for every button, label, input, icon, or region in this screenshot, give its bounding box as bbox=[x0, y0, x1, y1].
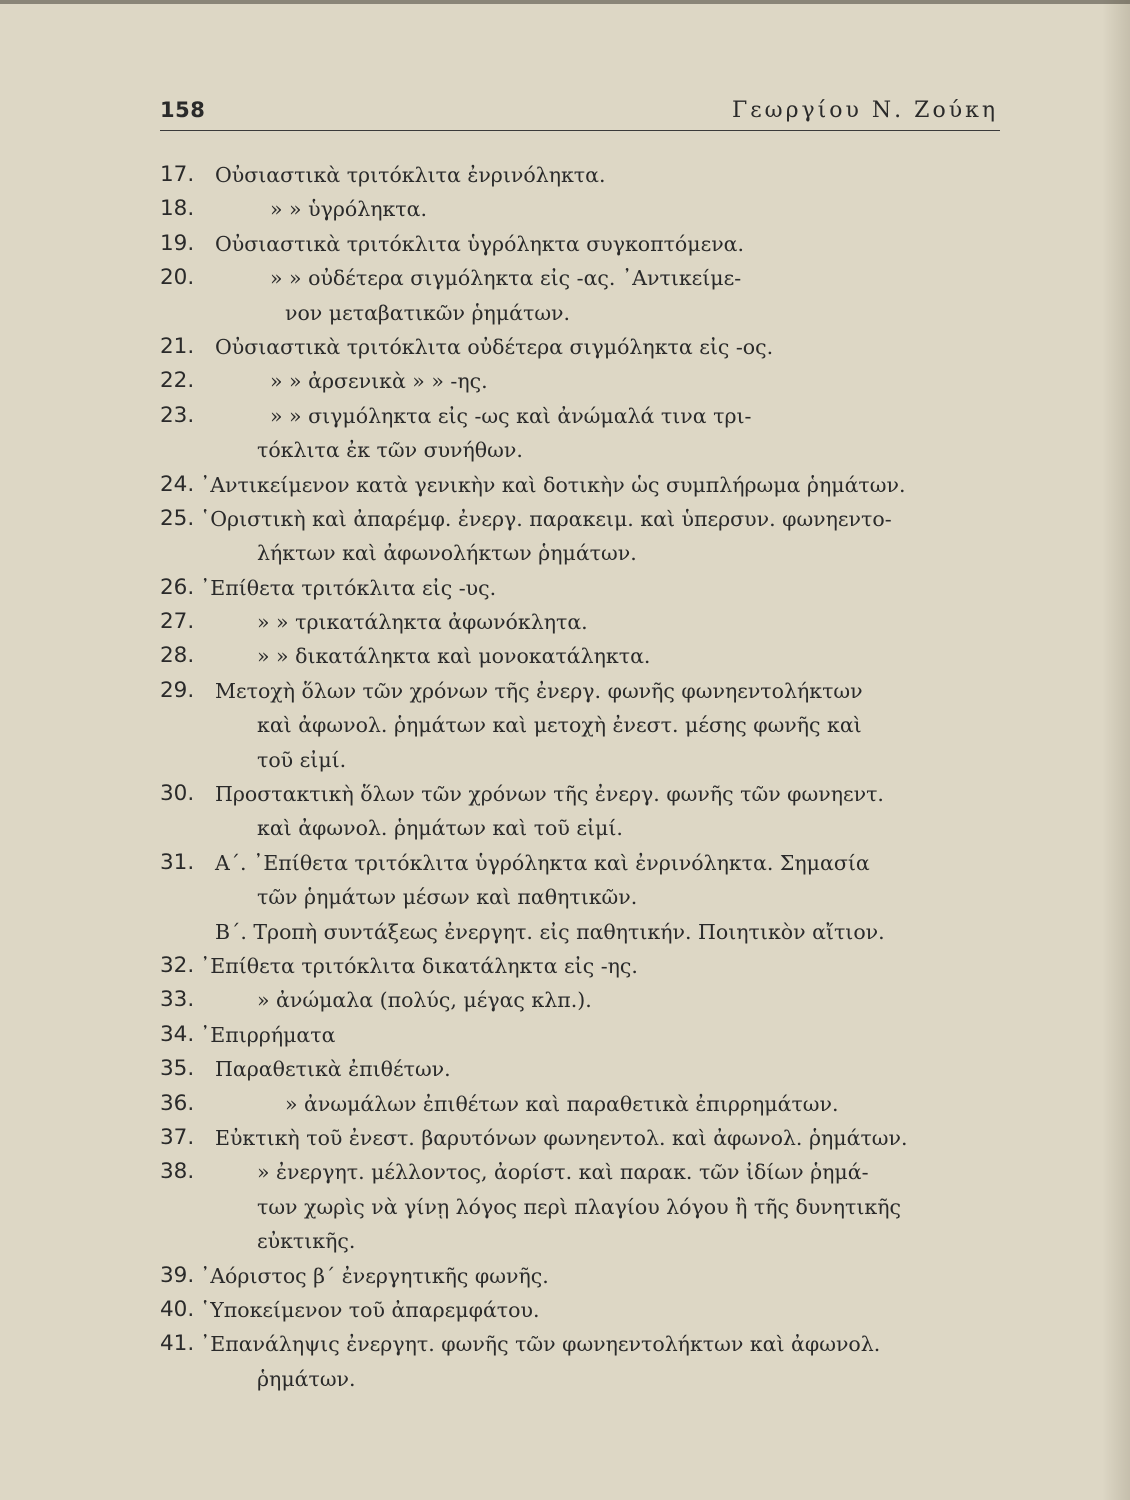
item-number: 36. bbox=[160, 1090, 195, 1116]
list-item bbox=[160, 330, 1005, 364]
item-number: 41. bbox=[160, 1331, 195, 1357]
item-number: 27. bbox=[160, 609, 195, 635]
item-number: 40. bbox=[160, 1296, 195, 1322]
list-item bbox=[160, 399, 1005, 433]
item-number: 38. bbox=[160, 1159, 195, 1185]
exercise-list bbox=[160, 158, 1005, 1396]
item-text: καὶ ἀφωνολ. ῥημάτων καὶ τοῦ εἰμί. bbox=[257, 816, 623, 841]
list-item bbox=[160, 261, 1005, 295]
item-number: 26. bbox=[160, 574, 195, 600]
list-item bbox=[160, 1259, 1005, 1293]
list-item bbox=[160, 468, 1005, 502]
list-item-continuation bbox=[160, 743, 1005, 777]
item-text: καὶ ἀφωνολ. ῥημάτων καὶ μετοχὴ ἐνεστ. μέσης φωνῆς καὶ bbox=[257, 713, 862, 738]
item-text: » » σιγμόληκτα εἰς -ως καὶ ἀνώμαλά τινα τρι- bbox=[270, 403, 752, 428]
list-item bbox=[160, 1155, 1005, 1189]
item-number: 31. bbox=[160, 849, 195, 875]
list-item-continuation bbox=[160, 915, 1005, 949]
list-item bbox=[160, 949, 1005, 983]
list-item-continuation bbox=[160, 536, 1005, 570]
page-number: 158 bbox=[160, 98, 206, 122]
item-number: 25. bbox=[160, 505, 195, 531]
item-text: Α΄. ᾿Επίθετα τριτόκλιτα ὑγρόληκτα καὶ ἐνρινόληκτα. Σημασία bbox=[215, 850, 870, 875]
item-text: Προστακτικὴ ὅλων τῶν χρόνων τῆς ἐνεργ. φωνῆς τῶν φωνηεντ. bbox=[215, 782, 884, 807]
item-number: 39. bbox=[160, 1262, 195, 1288]
list-item bbox=[160, 639, 1005, 673]
item-text: Παραθετικὰ ἐπιθέτων. bbox=[215, 1057, 451, 1082]
item-text: » » ὑγρόληκτα. bbox=[270, 197, 428, 222]
item-text: » ἀνώμαλα (πολύς, μέγας κλπ.). bbox=[257, 988, 592, 1013]
list-item-continuation bbox=[160, 433, 1005, 467]
item-text: τῶν ῥημάτων μέσων καὶ παθητικῶν. bbox=[257, 885, 638, 910]
item-number: 37. bbox=[160, 1124, 195, 1150]
list-item bbox=[160, 1052, 1005, 1086]
running-head: Γεωργίου Ν. Ζούκη bbox=[732, 98, 998, 123]
item-text: ᾿Επίθετα τριτόκλιτα εἰς -υς. bbox=[200, 575, 497, 600]
item-text: ᾿Αντικείμενον κατὰ γενικὴν καὶ δοτικὴν ὡς συμπλήρωμα ῥημάτων. bbox=[200, 472, 906, 497]
item-text: » » οὐδέτερα σιγμόληκτα εἰς -ας. ᾿Αντικείμε- bbox=[270, 266, 742, 291]
list-item bbox=[160, 158, 1005, 192]
list-item bbox=[160, 1121, 1005, 1155]
item-number: 30. bbox=[160, 781, 195, 807]
item-text: των χωρὶς νὰ γίνῃ λόγος περὶ πλαγίου λόγου ἢ τῆς δυνητικῆς bbox=[257, 1194, 902, 1219]
list-item bbox=[160, 1018, 1005, 1052]
top-edge-rule bbox=[0, 0, 1130, 4]
item-number: 35. bbox=[160, 1056, 195, 1082]
list-item bbox=[160, 571, 1005, 605]
item-text: τοῦ εἰμί. bbox=[257, 747, 347, 772]
list-item bbox=[160, 605, 1005, 639]
item-number: 29. bbox=[160, 677, 195, 703]
item-number: 33. bbox=[160, 987, 195, 1013]
list-item bbox=[160, 983, 1005, 1017]
item-text: Οὐσιαστικὰ τριτόκλιτα οὐδέτερα σιγμόληκτα εἰς -ος. bbox=[215, 334, 774, 359]
list-item bbox=[160, 846, 1005, 880]
item-text: » » ἀρσενικὰ » » -ης. bbox=[270, 369, 488, 394]
item-number: 18. bbox=[160, 196, 195, 222]
page-edge-shadow bbox=[1102, 0, 1130, 1500]
list-item bbox=[160, 502, 1005, 536]
list-item bbox=[160, 364, 1005, 398]
item-number: 34. bbox=[160, 1021, 195, 1047]
list-item-continuation bbox=[160, 296, 1005, 330]
item-text: Β΄. Τροπὴ συντάξεως ἐνεργητ. εἰς παθητικήν. Ποιητικὸν αἴτιον. bbox=[215, 919, 885, 944]
list-item bbox=[160, 192, 1005, 226]
item-text: ῥημάτων. bbox=[257, 1366, 356, 1391]
item-text: » » δικατάληκτα καὶ μονοκατάληκτα. bbox=[257, 644, 651, 669]
item-number: 19. bbox=[160, 230, 195, 256]
list-item bbox=[160, 1087, 1005, 1121]
item-text: » » τρικατάληκτα ἀφωνόκλητα. bbox=[257, 610, 588, 635]
list-item-continuation bbox=[160, 1224, 1005, 1258]
page-header bbox=[160, 98, 1000, 131]
item-number: 24. bbox=[160, 471, 195, 497]
item-text: ᾿Επανάληψις ἐνεργητ. φωνῆς τῶν φωνηεντολήκτων καὶ ἀφωνολ. bbox=[200, 1332, 881, 1357]
item-number: 20. bbox=[160, 265, 195, 291]
list-item bbox=[160, 1327, 1005, 1361]
item-number: 17. bbox=[160, 162, 195, 187]
list-item-continuation bbox=[160, 708, 1005, 742]
item-number: 21. bbox=[160, 333, 195, 359]
list-item-continuation bbox=[160, 1190, 1005, 1224]
item-text: » ἐνεργητ. μέλλοντος, ἀορίστ. καὶ παρακ. τῶν ἰδίων ῥημά- bbox=[257, 1160, 869, 1185]
item-text: ᾿Επιρρήματα bbox=[200, 1022, 336, 1047]
item-text: Μετοχὴ ὅλων τῶν χρόνων τῆς ἐνεργ. φωνῆς φωνηεντολήκτων bbox=[215, 678, 863, 703]
item-text: Εὐκτικὴ τοῦ ἐνεστ. βαρυτόνων φωνηεντολ. καὶ ἀφωνολ. ῥημάτων. bbox=[215, 1125, 908, 1150]
item-number: 22. bbox=[160, 368, 195, 394]
list-item-continuation bbox=[160, 811, 1005, 845]
list-item bbox=[160, 1293, 1005, 1327]
item-text: τόκλιτα ἐκ τῶν συνήθων. bbox=[257, 438, 523, 463]
item-text: εὐκτικῆς. bbox=[257, 1229, 356, 1254]
item-text: ῾Οριστικὴ καὶ ἀπαρέμφ. ἐνεργ. παρακειμ. καὶ ὑπερσυν. φωνηεντο- bbox=[200, 506, 892, 531]
item-number: 32. bbox=[160, 952, 195, 978]
item-text: λήκτων καὶ ἀφωνολήκτων ῥημάτων. bbox=[257, 541, 637, 566]
item-text: Οὐσιαστικὰ τριτόκλιτα ἐνρινόληκτα. bbox=[215, 163, 606, 187]
list-item bbox=[160, 777, 1005, 811]
item-text: ᾿Αόριστος β΄ ἐνεργητικῆς φωνῆς. bbox=[200, 1263, 549, 1288]
item-text: νον μεταβατικῶν ῥημάτων. bbox=[285, 300, 571, 325]
list-item bbox=[160, 227, 1005, 261]
item-number: 28. bbox=[160, 643, 195, 669]
item-text: » ἀνωμάλων ἐπιθέτων καὶ παραθετικὰ ἐπιρρημάτων. bbox=[285, 1091, 839, 1116]
list-item bbox=[160, 674, 1005, 708]
item-number: 23. bbox=[160, 402, 195, 428]
list-item-continuation bbox=[160, 880, 1005, 914]
item-text: Οὐσιαστικὰ τριτόκλιτα ὑγρόληκτα συγκοπτόμενα. bbox=[215, 231, 745, 256]
item-text: ᾿Επίθετα τριτόκλιτα δικατάληκτα εἰς -ης. bbox=[200, 953, 638, 978]
item-text: ῾Υποκείμενον τοῦ ἀπαρεμφάτου. bbox=[200, 1297, 540, 1322]
list-item-continuation bbox=[160, 1362, 1005, 1396]
